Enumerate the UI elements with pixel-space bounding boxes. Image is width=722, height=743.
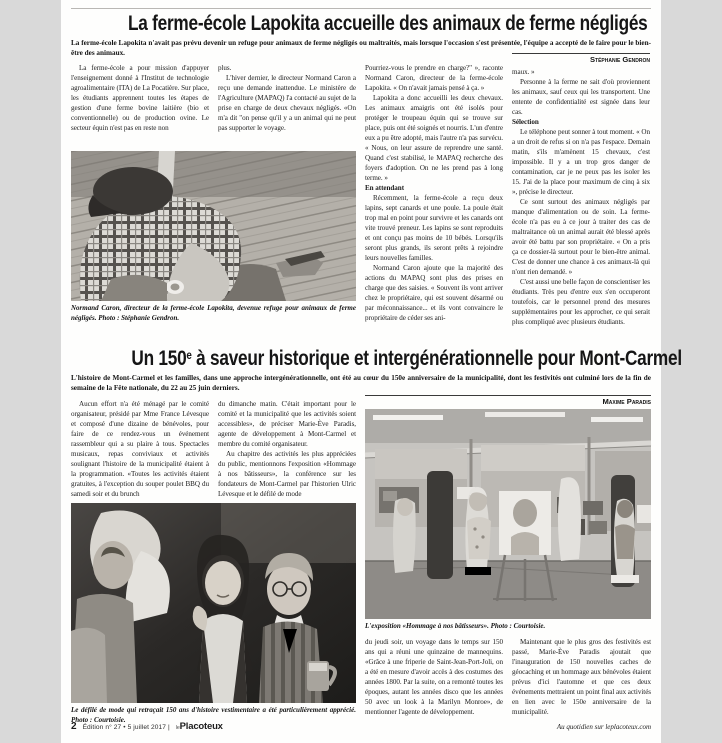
article2-columns (71, 399, 651, 725)
article2-byline: Maxime Paradis (365, 395, 651, 406)
paragraph: Normand Caron ajoute que la majorité des actions du MAPAQ sont plus des prises en charge que des saisies. « Souvent ils vont arriver chez le propriétaire, qui est souvent désarmé ou par méconnaissance... et ils vont convaincre le propriétaire de céder ses ani- (365, 264, 503, 323)
page-content (71, 0, 682, 726)
article2-headline: Un 150e à saveur historique et intergénérationnelle pour Mont-Carmel (131, 347, 682, 371)
photo-defile-caption: Le défilé de mode qui retraçait 150 ans d'histoire vestimentaire a été particulièrement apprécié. Photo : Courtoisie. (71, 706, 356, 724)
article2-lede: L'histoire de Mont-Carmel et les familles, dans une approche intergénérationnelle, ont été au cœur du 150e anniversaire de la municipalité, dont les festivités ont culminé lors de la fin de semaine de la Fête nationale, du 22 au 25 juin derniers. (71, 374, 651, 392)
headline-superscript: e (186, 348, 192, 363)
page-footer (71, 721, 651, 739)
photo-normand-caron-caption: Normand Caron, directeur de la ferme-école Lapokita, devenue refuge pour animaux de ferme négligés. Photo : Stéphanie Gendron. (71, 304, 356, 322)
paragraph: du jeudi soir, un voyage dans le temps sur 150 ans qui a réuni une quinzaine de mannequins. «Grâce à une friperie de Saint-Jean-Port-Joli, on a été en mesure d'avoir accès à des costumes des années 1800. Par la suite, on a remonté toutes les époques, autant les années disco que les années 50 avec un look à la Marilyn Monroe», de mentionner l'agente de développement. (365, 637, 503, 716)
article1-column-3 (365, 63, 503, 339)
paragraph: Aucun effort n'a été ménagé par le comité organisateur, présidé par Mme France Lévesque et composé d'une dizaine de bénévoles, pour faire de ce rendez-vous un événement rassembleur qui a su plaire à tous. Spectacles musicaux, repas conviviaux et activités soulignant l'histoire de la municipalité étaient à la programmation. «Toutes les activités étaient gratuites, à l'exception du souper poulet BBQ du samedi soir et du brunch (71, 400, 209, 499)
edition-info: Édition n° 27 • 5 juillet 2017 | (82, 724, 170, 731)
paragraph: Pourriez-vous le prendre en charge?" », raconte Normand Caron, directeur de la ferme-école Lapokita. « On n'avait jamais pensé à ça. » (365, 64, 503, 93)
subhead-selection: Sélection (512, 118, 539, 127)
paragraph: Lapokita a donc accueilli les deux chevaux. Les animaux amaigris ont été isolés pour protéger le troupeau équin qui se trouve sur place, puis ont été soignés et nourris. L'un d'entre eux a pu être adopté, mais l'autre n'a pas survécu. « Nous, on leur assure de reprendre une santé. Quand c'est stabilisé, le MAPAQ recherche des foyers d'adoption. On ne les prend pas à long terme. » (365, 94, 503, 183)
placoteux-logo: lePlacoteux (175, 721, 223, 732)
paragraph: Récemment, la ferme-école a reçu deux lapins, sept canards et une poule. La poule était trop mal en point pour survivre et les canards ont vite trouvé preneur. Les lapins se sont reproduits et ont conçu pas moins de 10 bébés. Lorsqu'ils seront plus grands, ils seront prêts à rejoindre leurs nouvelles familles. (365, 194, 503, 263)
footer-tagline: Au quotidien sur leplacoteux.com (556, 723, 651, 731)
paragraph: plus. (218, 64, 232, 73)
paragraph: L'hiver dernier, le directeur Normand Caron a reçu une demande inattendue. Le ministère de l'Agriculture (MAPAQ) l'a contacté au sujet de la prise en charge de deux chevaux négligés. «On m'a dit "on pense qu'il y a un animal qui ne peut pas supporter le voyage. (218, 74, 356, 133)
paragraph: La ferme-école a pour mission d'appuyer l'enseignement donné à l'Institut de technologie agroalimentaire (ITA) de La Pocatière. Sur place, les étudiants apprennent toutes les étapes de gestion d'une ferme bovine laitière (bio et conventionnelle) ou de production ovine. Le secteur équin n'est pas en reste non (71, 64, 209, 133)
photo-exposition-caption: L'exposition «Hommage à nos bâtisseurs». Photo : Courtoisie. (365, 622, 546, 631)
top-rule (71, 8, 651, 9)
paragraph: Le téléphone peut sonner à tout moment. « On a un droit de refus si on n'a pas l'espace. Demain matin, s'ils m'amènent 15 chevaux, c'est impossible. Il y a un trop gros danger de contamination, car je ne peux pas les isoler les 15. J'ai de la place pour maximum de cinq à six », précise le directeur. (512, 128, 650, 197)
photo-defile-de-mode (71, 503, 356, 703)
article1-headline: La ferme-école Lapokita accueille des animaux de ferme négligés (128, 12, 648, 35)
paragraph: Au chapitre des activités les plus appréciées du public, mentionnons l'exposition «Hommage à nos bâtisseurs», la conférence sur les fondateurs de Mont-Carmel par l'historien Ulric Lévesque et le défilé de mode (218, 450, 356, 499)
photo-normand-caron (71, 151, 356, 301)
paragraph: Personne à la ferme ne sait d'où proviennent les animaux, sauf ceux qui les transportent. Une entente de confidentialité est signée dans leur cas. (512, 78, 650, 117)
photo-defile-illustration (71, 503, 356, 703)
paragraph: maux. » (512, 68, 535, 77)
article1-left-pair (71, 63, 356, 339)
article2-column-3 (365, 637, 503, 717)
article2-column-4 (512, 637, 651, 717)
article1-columns (71, 55, 651, 339)
article2-bottom-text-row (365, 637, 651, 717)
article-ferme-ecole (71, 12, 651, 339)
article-mont-carmel (71, 343, 682, 725)
paragraph: du dimanche matin. C'était important pour le comité et la municipalité que les activités soient accessibles», de préciser Marie-Ève Paradis, agente de développement à Mont-Carmel et membre du comité organisateur. (218, 400, 356, 449)
photo-exposition (365, 409, 651, 619)
paragraph: Ce sont surtout des animaux négligés par manque d'alimentation ou de soin. La ferme-école n'a pas eu à ce jour à traiter des cas de maltraitance où un animal aurait été blessé après avoir été battu par son propriétaire. « On a pris ça ce dossier-là surtout pour le bien-être animal. C'est de donner une chance à ces animaux-là qui n'ont rien demandé. » (512, 198, 650, 277)
page-number: 2 (71, 721, 77, 732)
article1-column-2 (218, 63, 356, 151)
subhead-en-attendant: En attendant (365, 184, 405, 193)
photo-exposition-illustration (365, 409, 651, 619)
article1-column-1 (71, 63, 209, 151)
paragraph: C'est aussi une belle façon de conscientiser les étudiants. Très peu d'entre eux s'en occuperont toutefois, car le personnel prend des mesures supplémentaires pour les approcher, ce qui serait plus compliqué avec plusieurs étudiants. (512, 278, 650, 327)
article2-text-row (71, 399, 356, 500)
photo-normand-caron-illustration (71, 151, 356, 301)
article1-lede: La ferme-école Lapokita n'avait pas prévu devenir un refuge pour animaux de ferme négligés ou maltraités, mais lorsque l'occasion s'est présentée, l'équipe a accepté de le faire pour le bien-être des animaux. (71, 39, 651, 57)
footer-left (71, 721, 223, 732)
article2-column-2 (218, 399, 356, 500)
article1-text-row (71, 63, 356, 151)
newspaper-page (61, 0, 682, 743)
paragraph: Maintenant que le plus gros des festivités est passé, Marie-Ève Paradis ajoutait que l'inauguration de 150 nouvelles caches de géocaching et un hommage aux bénévoles étaient prévus d'ici l'automne et que ces deux événements mettraient un point final aux activités en lien avec le 150e anniversaire de la municipalité. (512, 637, 651, 716)
article1-byline: Stéphanie Gendron (512, 53, 650, 64)
article2-left-pair (71, 399, 356, 725)
article2-column-1 (71, 399, 209, 500)
article1-column-4 (512, 55, 650, 339)
article2-right-pair (365, 399, 651, 725)
